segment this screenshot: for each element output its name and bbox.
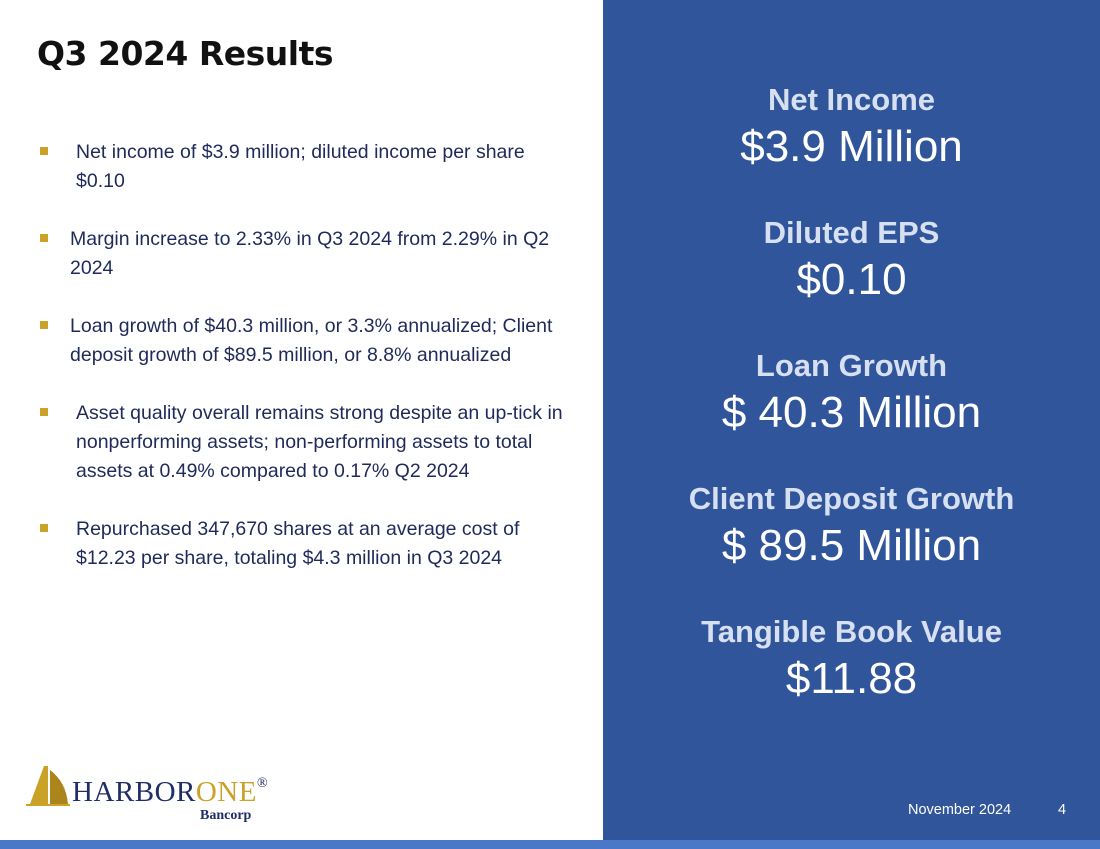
bullet-text: Loan growth of $40.3 million, or 3.3% annualized; Client deposit growth of $89.5 million, or 8.8% annualized xyxy=(70,315,553,366)
page-number: 4 xyxy=(1058,802,1067,818)
metric-diluted-eps xyxy=(603,215,1100,307)
metric-value: $3.9 Million xyxy=(740,122,963,171)
bullet-text: Margin increase to 2.33% in Q3 2024 from 2.29% in Q2 2024 xyxy=(70,228,550,279)
bullet-list xyxy=(38,138,568,602)
bullet-item xyxy=(38,138,568,196)
metric-value: $11.88 xyxy=(785,654,918,703)
bullet-item xyxy=(38,225,568,283)
metric-value: $0.10 xyxy=(796,255,907,304)
metric-label: Net Income xyxy=(767,82,936,117)
metric-tangible-book-value xyxy=(603,614,1100,706)
bottom-accent-bar xyxy=(0,840,1100,849)
bullet-text: Net income of $3.9 million; diluted income per share $0.10 xyxy=(76,141,525,192)
company-logo xyxy=(26,762,286,828)
square-bullet-icon xyxy=(40,321,48,329)
square-bullet-icon xyxy=(40,524,48,532)
bullet-item xyxy=(38,399,568,486)
square-bullet-icon xyxy=(40,408,48,416)
metrics-panel xyxy=(603,0,1100,840)
footer-date: November 2024 xyxy=(908,802,1012,818)
sail-icon xyxy=(26,762,70,806)
bullet-item xyxy=(38,515,568,573)
metric-label: Diluted EPS xyxy=(763,215,940,250)
registered-mark: ® xyxy=(256,776,269,791)
bullet-text: Asset quality overall remains strong despite an up-tick in nonperforming assets; non-performing assets to total assets at 0.49% compared to 0.17% Q2 2024 xyxy=(76,402,563,482)
metric-value: $ 40.3 Million xyxy=(721,388,982,437)
metric-label: Client Deposit Growth xyxy=(688,481,1015,516)
page-title: Q3 2024 Results xyxy=(37,34,333,73)
logo-name-one: ONE xyxy=(195,776,257,808)
metric-client-deposit-growth xyxy=(603,481,1100,573)
metric-loan-growth xyxy=(603,348,1100,440)
metric-label: Loan Growth xyxy=(755,348,948,383)
metric-value: $ 89.5 Million xyxy=(721,521,982,570)
bullet-text: Repurchased 347,670 shares at an average cost of $12.23 per share, totaling $4.3 million in Q3 2024 xyxy=(76,518,520,569)
bullet-item xyxy=(38,312,568,370)
logo-wordmark xyxy=(72,776,268,809)
metric-label: Tangible Book Value xyxy=(701,614,1002,649)
logo-subtitle: Bancorp xyxy=(200,808,252,823)
square-bullet-icon xyxy=(40,234,48,242)
metric-net-income xyxy=(603,82,1100,174)
square-bullet-icon xyxy=(40,147,48,155)
logo-name-harbor: HARBOR xyxy=(72,776,196,808)
